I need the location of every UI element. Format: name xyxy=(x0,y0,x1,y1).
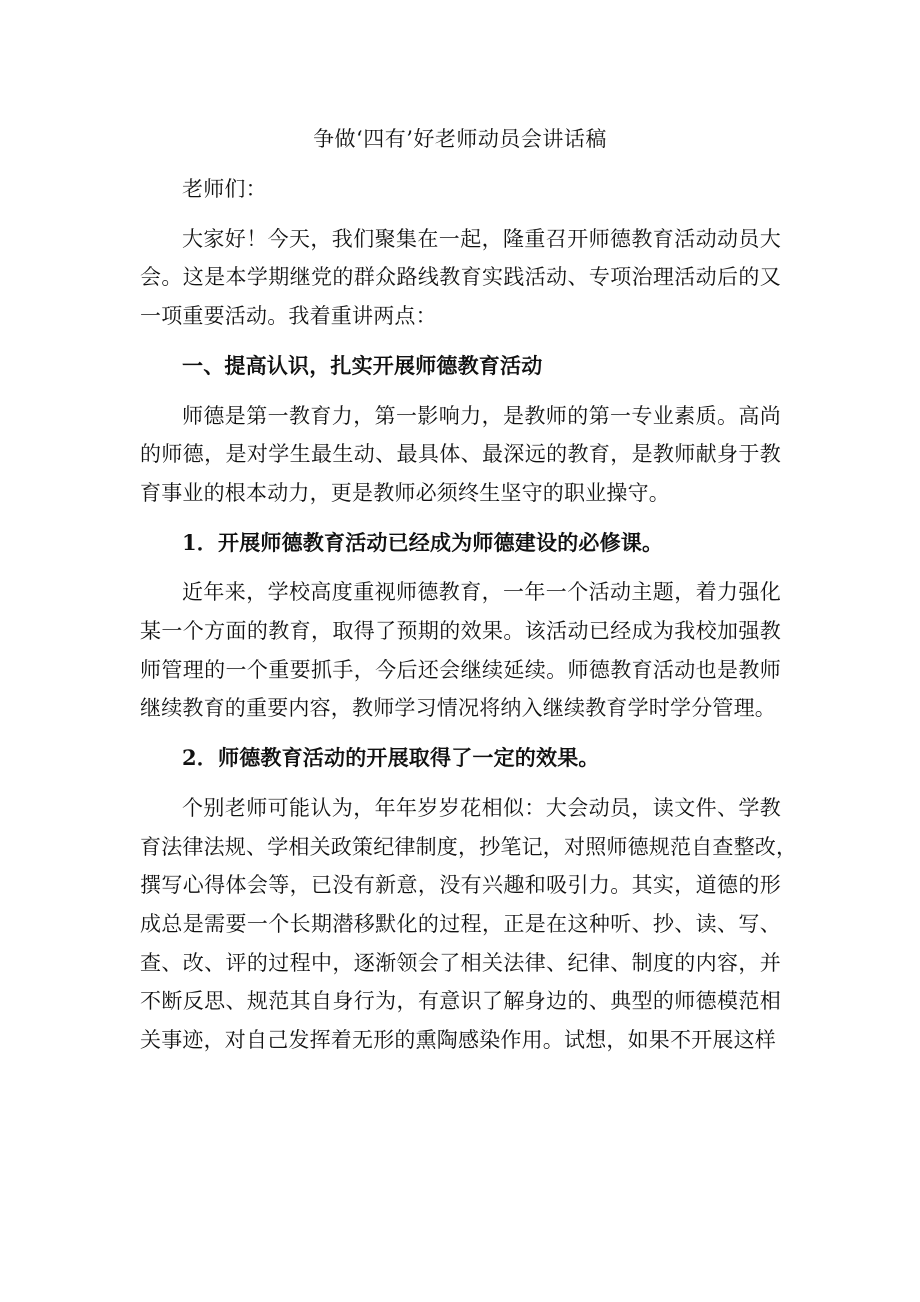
text-line: 大家好！今天，我们聚集在一起，隆重召开师德教育活动动员大 xyxy=(182,226,781,251)
section-heading xyxy=(140,524,781,563)
text-line: 不断反思、规范其自身行为，有意识了解身边的、典型的师德模范相 xyxy=(140,989,781,1014)
paragraph xyxy=(140,220,781,336)
text-line: 关事迹，对自己发挥着无形的熏陶感染作用。试想，如果不开展这样 xyxy=(140,1028,776,1053)
paragraph xyxy=(140,397,781,513)
section-heading xyxy=(140,739,781,778)
text-line: 个别老师可能认为，年年岁岁花相似：大会动员，读文件、学教 xyxy=(182,795,781,820)
text-line: 育事业的根本动力，更是教师必须终生坚守的职业操守。 xyxy=(140,480,670,505)
text-line: 老师们： xyxy=(182,177,267,201)
document-body xyxy=(140,170,798,1071)
text-line: 师管理的一个重要抓手，今后还会继续延续。师德教育活动也是教师 xyxy=(140,657,781,682)
text-line: 成总是需要一个长期潜移默化的过程，正是在这种听、抄、读、写、 xyxy=(140,911,781,936)
text-line: 2．师德教育活动的开展取得了一定的效果。 xyxy=(182,745,600,771)
document-title: 争做‘四有’好老师动员会讲话稿 xyxy=(313,127,607,151)
text-line: 的师德，是对学生最生动、最具体、最深远的教育，是教师献身于教 xyxy=(140,442,781,467)
text-line: 继续教育的重要内容，教师学习情况将纳入继续教育学时学分管理。 xyxy=(140,696,776,721)
section-heading xyxy=(140,347,781,386)
text-line: 查、改、评的过程中，逐渐领会了相关法律、纪律、制度的内容，并 xyxy=(140,950,781,975)
text-line: 师德是第一教育力，第一影响力，是教师的第一专业素质。高尚 xyxy=(182,403,781,428)
text-line: 某一个方面的教育，取得了预期的效果。该活动已经成为我校加强教 xyxy=(140,619,781,644)
paragraph xyxy=(140,789,798,1060)
text-line: 会。这是本学期继党的群众路线教育实践活动、专项治理活动后的又 xyxy=(140,265,781,290)
text-line: 近年来，学校高度重视师德教育，一年一个活动主题，着力强化 xyxy=(182,580,781,605)
paragraph xyxy=(140,573,781,728)
text-line: 一项重要活动。我着重讲两点： xyxy=(140,304,437,329)
text-line: 育法律法规、学相关政策纪律制度，抄笔记，对照师德规范自查整改， xyxy=(140,834,798,859)
text-line: 1．开展师德教育活动已经成为师德建设的必修课。 xyxy=(182,529,664,555)
text-line: 一、提高认识，扎实开展师德教育活动 xyxy=(182,352,543,378)
paragraph xyxy=(140,170,781,209)
text-line: 撰写心得体会等，已没有新意，没有兴趣和吸引力。其实，道德的形 xyxy=(140,873,781,898)
